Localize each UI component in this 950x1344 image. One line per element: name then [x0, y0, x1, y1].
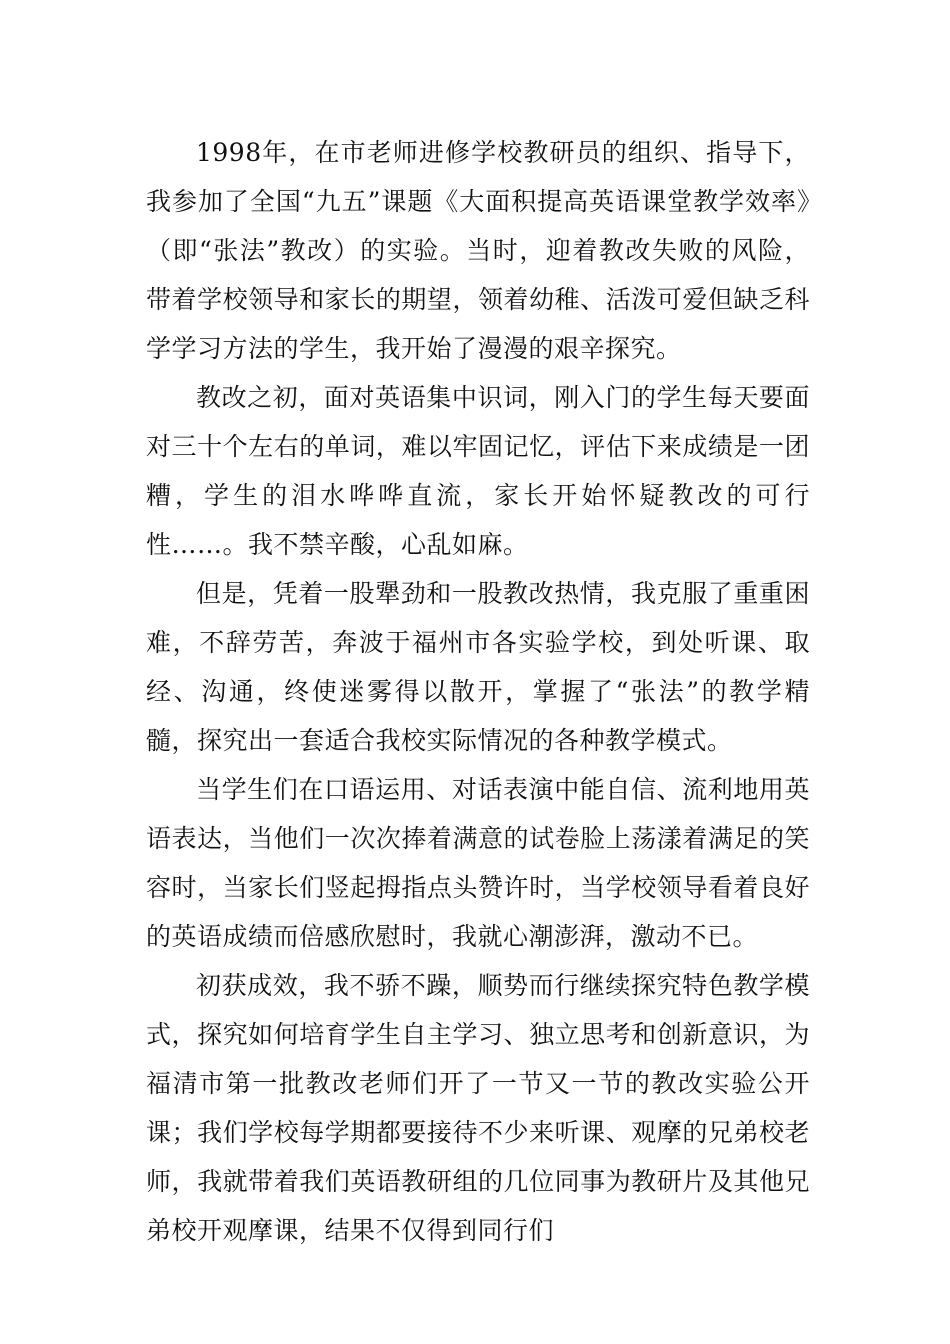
paragraph-4: 当学生们在口语运用、对话表演中能自信、流利地用英语表达，当他们一次次捧着满意的试卷脸上荡漾着满足的笑容时，当家长们竖起拇指点头赞许时，当学校领导看着良好的英语成绩而倍感欣慰时，我就心潮澎湃，激动不已。	[146, 775, 810, 951]
paragraph-2: 教改之初，面对英语集中识词，刚入门的学生每天要面对三十个左右的单词，难以牢固记忆，评估下来成绩是一团糟，学生的泪水哗哗直流，家长开始怀疑教改的可行性……。我不禁辛酸，心乱如麻。	[146, 383, 810, 559]
paragraph-3: 但是，凭着一股犟劲和一股教改热情，我克服了重重困难，不辞劳苦，奔波于福州市各实验学校，到处听课、取经、沟通，终使迷雾得以散开，掌握了“张法”的教学精髓，探究出一套适合我校实际情况的各种教学模式。	[146, 579, 810, 755]
document-body	[146, 128, 810, 1255]
paragraph-1: 1998年，在市老师进修学校教研员的组织、指导下，我参加了全国“九五”课题《大面积提高英语课堂教学效率》（即“张法”教改）的实验。当时，迎着教改失败的风险，带着学校领导和家长的期望，领着幼稚、活泼可爱但缺乏科学学习方法的学生，我开始了漫漫的艰辛探究。	[146, 138, 810, 363]
paragraph-5: 初获成效，我不骄不躁，顺势而行继续探究特色教学模式，探究如何培育学生自主学习、独立思考和创新意识，为福清市第一批教改老师们开了一节又一节的教改实验公开课；我们学校每学期都要接待不少来听课、观摩的兄弟校老师，我就带着我们英语教研组的几位同事为教研片及其他兄弟校开观摩课，结果不仅得到同行们	[146, 971, 810, 1245]
